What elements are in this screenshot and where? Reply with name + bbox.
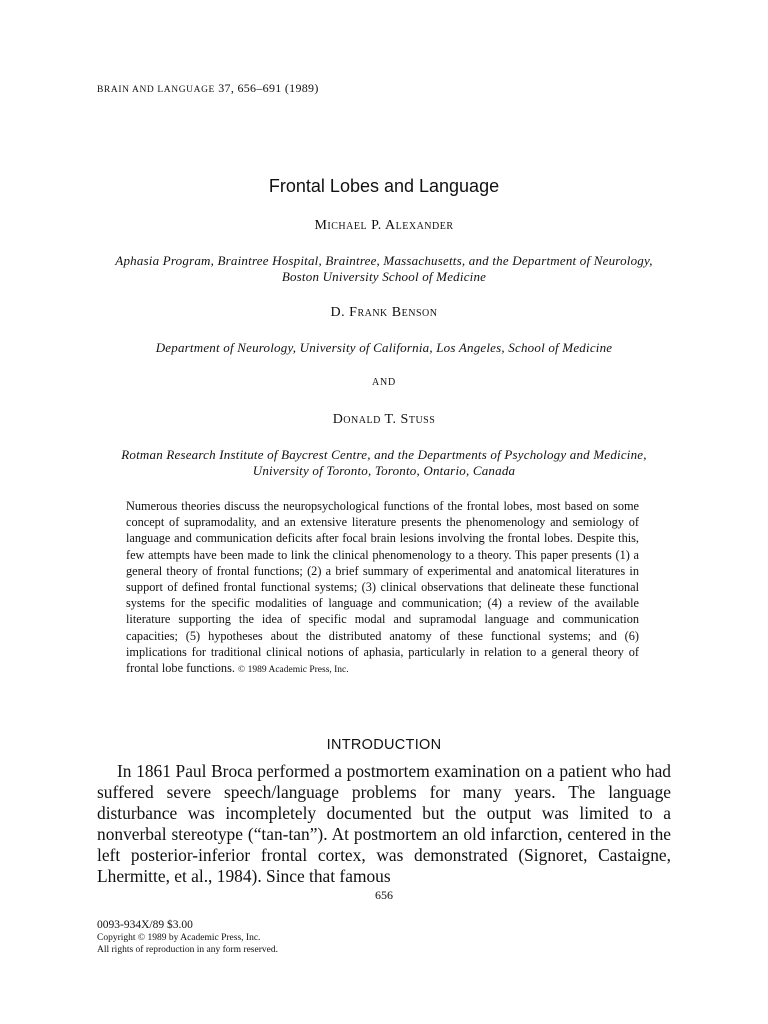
journal-name: BRAIN AND LANGUAGE — [97, 85, 215, 95]
author-name-3: Donald T. Stuss — [332, 412, 436, 427]
author-affiliation-3: Rotman Research Institute of Baycrest Centre, and the Departments of Psychology and Medicine, University of Toronto, Toronto, Ontario, Canada — [121, 447, 647, 478]
footer-price: 0093-934X/89 $3.00 — [97, 919, 193, 931]
abstract-text: Numerous theories discuss the neuropsychological functions of the frontal lobes, most based on some concept of supramodality, and an extensive literature presents the phenomenology and semiology of language and communication deficits after focal brain lesions involving the frontal lobes. Despite this, few attempts have been made to link the clinical phenomenology to a theory. This paper presents (1) a general theory of frontal functions; (2) a brief summary of experimental and anatomical literatures in support of defined frontal functional systems; (3) clinical observations that delineate these functional systems for the specific modalities of language and communication; (4) a review of the available literature supporting the idea of specific modal and supramodal language and communication capacities; (5) hypotheses about the distributed anatomy of these functional systems; and (6) implications for traditional clinical notions of aphasia, particularly in relation to a general theory of frontal lobe functions. — [126, 499, 639, 676]
volume-pages: 37, 656–691 (1989) — [218, 81, 319, 95]
page-number: 656 — [375, 888, 393, 902]
footer-notice — [97, 919, 278, 957]
author-affiliation-2: Department of Neurology, University of California, Los Angeles, School of Medicine — [155, 340, 613, 355]
body-paragraph: In 1861 Paul Broca performed a postmortem examination on a patient who had suffered severe speech/language problems for many years. The language disturbance was incompletely documented but the output was limited to a nonverbal stereotype (“tan-tan”). At postmortem an old infarction, centered in the left posterior-inferior frontal cortex, was demonstrated (Signoret, Castaigne, Lhermitte, et al., 1984). Since that famous — [97, 761, 671, 886]
author-separator: AND — [371, 377, 397, 388]
author-name-1: Michael P. Alexander — [314, 218, 454, 233]
author-affiliation-1: Aphasia Program, Braintree Hospital, Braintree, Massachusetts, and the Department of Neurology, Boston University School of Medicine — [115, 253, 653, 284]
section-heading: INTRODUCTION — [326, 737, 442, 753]
paper-title: Frontal Lobes and Language — [268, 176, 500, 196]
author-name-2: D. Frank Benson — [330, 305, 438, 320]
abstract — [126, 498, 639, 678]
running-head — [97, 81, 319, 96]
footer-copyright: Copyright © 1989 by Academic Press, Inc. — [97, 932, 261, 943]
footer-rights: All rights of reproduction in any form reserved. — [97, 945, 278, 955]
abstract-copyright: © 1989 Academic Press, Inc. — [238, 665, 349, 676]
